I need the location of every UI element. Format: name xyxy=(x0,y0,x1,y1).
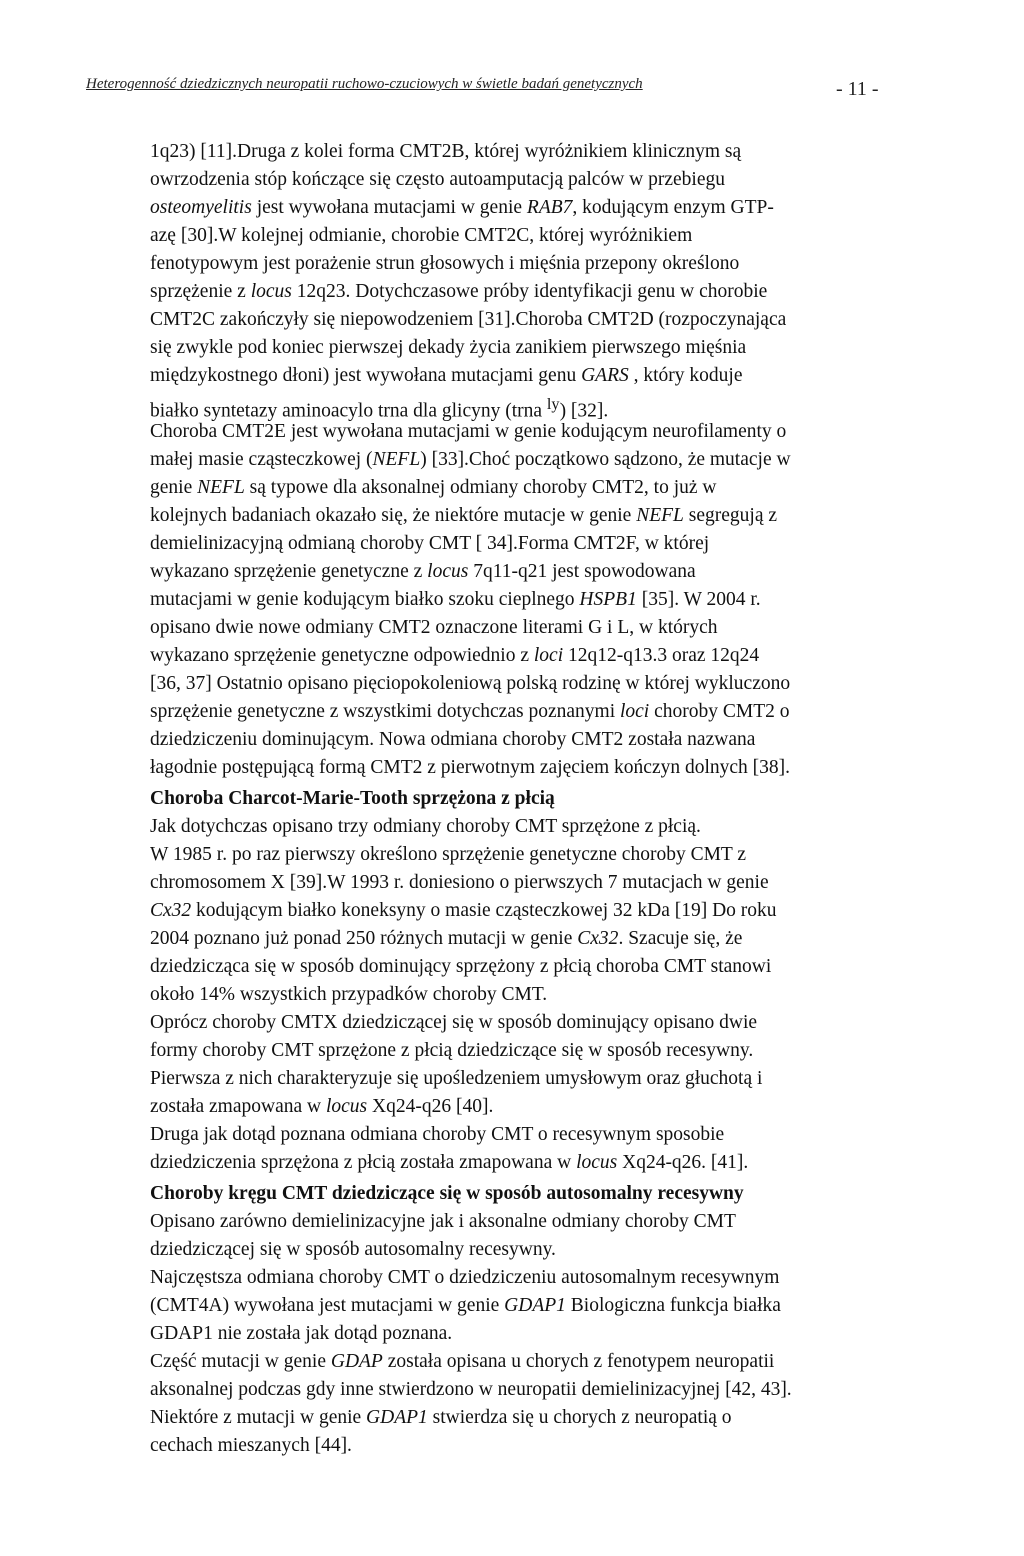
text-run: [35]. W 2004 r. xyxy=(636,589,761,610)
text-run: Xq24-q26 [40]. xyxy=(367,1096,494,1117)
text-line xyxy=(150,364,742,388)
text-run: dziedzicząca się w sposób dominujący sprzężony z płcią choroba CMT stanowi xyxy=(150,956,772,977)
section-heading xyxy=(150,1182,744,1206)
text-run: choroby CMT2 o xyxy=(649,701,790,722)
text-run: genie xyxy=(150,477,198,498)
text-run: około 14% wszystkich przypadków choroby CMT. xyxy=(150,984,548,1005)
text-line xyxy=(150,927,742,951)
italic-term: GDAP1 xyxy=(504,1295,566,1316)
text-run: sprzężenie z xyxy=(150,281,251,302)
text-line xyxy=(150,728,755,752)
text-run: mutacjami w genie kodującym białko szoku cieplnego xyxy=(150,589,580,610)
italic-term: locus xyxy=(250,281,292,302)
text-line xyxy=(150,140,741,164)
italic-term: GDAP xyxy=(330,1351,383,1372)
text-run: 12q12-q13.3 oraz 12q24 xyxy=(563,645,760,666)
text-run: Choroba CMT2E jest wywołana mutacjami w genie kodującym neurofilamenty o xyxy=(150,421,787,442)
text-run: międzykostnego dłoni) jest wywołana mutacjami genu xyxy=(150,365,582,386)
text-run: dziedziczącej się w sposób autosomalny recesywny. xyxy=(150,1239,556,1260)
text-run: wykazano sprzężenie genetyczne odpowiednio z xyxy=(150,645,534,666)
text-run: dziedziczeniu dominującym. Nowa odmiana choroby CMT2 została nazwana xyxy=(150,729,756,750)
text-run: Druga jak dotąd poznana odmiana choroby CMT o recesywnym sposobie xyxy=(150,1124,725,1145)
text-line xyxy=(150,1123,724,1147)
text-run: 2004 poznano już ponad 250 różnych mutacji w genie xyxy=(150,928,578,949)
text-line xyxy=(150,1067,762,1091)
text-line xyxy=(150,756,790,780)
text-run: W 1985 r. po raz pierwszy określono sprzężenie genetyczne choroby CMT z xyxy=(150,844,746,865)
text-run: cechach mieszanych [44]. xyxy=(150,1435,352,1456)
text-line xyxy=(150,252,739,276)
text-line xyxy=(150,1151,748,1175)
text-run: formy choroby CMT sprzężone z płcią dziedziczące się w sposób recesywny. xyxy=(150,1040,754,1061)
text-line xyxy=(150,168,725,192)
text-line xyxy=(150,1238,556,1262)
superscript: ly xyxy=(546,395,560,413)
text-run: sprzężenie genetyczne z wszystkimi dotychczas poznanymi xyxy=(150,701,620,722)
text-run: opisano dwie nowe odmiany CMT2 oznaczone literami G i L, w których xyxy=(150,617,718,638)
text-line xyxy=(150,955,771,979)
text-run: dziedziczenia sprzężona z płcią została zmapowana w xyxy=(150,1152,577,1173)
text-run: Oprócz choroby CMTX dziedziczącej się w sposób dominujący opisano dwie xyxy=(150,1012,758,1033)
text-run: się zwykle pod koniec pierwszej dekady życia zanikiem pierwszego mięśnia xyxy=(150,337,747,358)
italic-term: RAB7 xyxy=(526,197,573,218)
text-line xyxy=(150,700,790,724)
italic-term: GDAP1 xyxy=(366,1407,428,1428)
text-run: 12q23. Dotychczasowe próby identyfikacji genu w chorobie xyxy=(291,281,768,302)
text-run: 1q23) [11].Druga z kolei forma CMT2B, której wyróżnikiem klinicznym są xyxy=(150,141,742,162)
text-run: Choroby kręgu CMT dziedziczące się w sposób autosomalny recesywny xyxy=(150,1183,744,1204)
text-run: Jak dotychczas opisano trzy odmiany choroby CMT sprzężone z płcią. xyxy=(150,816,701,837)
running-title: Heterogenność dziedzicznych neuropatii ruchowo-czuciowych w świetle badań genetycznych xyxy=(86,76,643,92)
text-line xyxy=(150,588,761,612)
text-run: , który koduje xyxy=(628,365,743,386)
text-line xyxy=(150,448,791,472)
text-line xyxy=(150,476,717,500)
text-run: aksonalnej podczas gdy inne stwierdzono w neuropatii demielinizacyjnej [42, 43]. xyxy=(150,1379,792,1400)
text-line xyxy=(150,1266,779,1290)
text-run: Choroba Charcot-Marie-Tooth sprzężona z płcią xyxy=(150,788,555,809)
text-run: owrzodzenia stóp kończące się często autoamputacją palców w przebiegu xyxy=(150,169,725,190)
text-line xyxy=(150,815,701,839)
italic-term: NEFL xyxy=(197,477,245,498)
text-line xyxy=(150,336,746,360)
text-line xyxy=(150,1294,781,1318)
text-run: azę [30].W kolejnej odmianie, chorobie CMT2C, której wyróżnikiem xyxy=(150,225,693,246)
italic-term: Cx32 xyxy=(150,900,192,921)
text-run: CMT2C zakończyły się niepowodzeniem [31].Choroba CMT2D (rozpoczynająca xyxy=(150,309,787,330)
text-line xyxy=(150,308,786,332)
section-heading xyxy=(150,787,555,811)
text-line xyxy=(150,644,759,668)
text-run: . Szacuje się, że xyxy=(618,928,743,949)
text-run: białko syntetazy aminoacylo trna dla glicyny (trna xyxy=(150,400,547,422)
text-run: Najczęstsza odmiana choroby CMT o dziedziczeniu autosomalnym recesywnym xyxy=(150,1267,780,1288)
text-line xyxy=(150,504,777,528)
text-run: [36, 37] Ostatnio opisano pięciopokoleniową polską rodzinę w której wykluczono xyxy=(150,673,791,694)
text-run: została opisana u chorych z fenotypem neuropatii xyxy=(382,1351,775,1372)
text-line xyxy=(150,983,547,1007)
text-line xyxy=(150,1350,774,1374)
text-line xyxy=(150,420,786,444)
text-run: Niektóre z mutacji w genie xyxy=(150,1407,367,1428)
text-line xyxy=(150,899,777,923)
text-run: Pierwsza z nich charakteryzuje się upośledzeniem umysłowym oraz głuchotą i xyxy=(150,1068,763,1089)
text-line xyxy=(150,196,774,220)
text-run: 7q11-q21 jest spowodowana xyxy=(468,561,696,582)
text-run: wykazano sprzężenie genetyczne z xyxy=(150,561,428,582)
italic-term: Cx32 xyxy=(577,928,619,949)
text-line xyxy=(150,1039,753,1063)
text-line xyxy=(150,1210,736,1234)
italic-term: GARS xyxy=(581,365,629,386)
italic-term: locus xyxy=(427,561,469,582)
text-line xyxy=(150,280,767,304)
text-line xyxy=(150,1095,493,1119)
text-line xyxy=(150,532,709,556)
text-run: została zmapowana w xyxy=(150,1096,326,1117)
text-run: są typowe dla aksonalnej odmiany choroby CMT2, to już w xyxy=(244,477,717,498)
text-line xyxy=(150,392,608,424)
italic-term: HSPB1 xyxy=(579,589,637,610)
text-line xyxy=(150,1011,757,1035)
italic-term: loci xyxy=(619,701,650,722)
italic-term: NEFL xyxy=(636,505,684,526)
text-line xyxy=(150,672,790,696)
text-line xyxy=(150,616,718,640)
text-run: stwierdza się u chorych z neuropatią o xyxy=(427,1407,732,1428)
text-run: małej masie cząsteczkowej ( xyxy=(150,449,373,470)
text-line xyxy=(150,560,696,584)
italic-term: locus xyxy=(325,1096,368,1117)
text-line xyxy=(150,843,746,867)
text-line xyxy=(150,871,769,895)
italic-term: locus xyxy=(576,1152,618,1173)
text-run: segregują z xyxy=(683,505,778,526)
text-line xyxy=(150,224,692,248)
text-run: ) [32]. xyxy=(559,400,609,422)
text-run: chromosomem X [39].W 1993 r. doniesiono o pierwszych 7 mutacjach w genie xyxy=(150,872,769,893)
text-run: (CMT4A) wywołana jest mutacjami w genie xyxy=(150,1295,505,1316)
text-line xyxy=(150,1378,792,1402)
text-run: ) [33].Choć początkowo sądzono, że mutacje w xyxy=(420,449,791,470)
text-run: Biologiczna funkcja białka xyxy=(565,1295,781,1316)
text-line xyxy=(150,1406,732,1430)
text-run: łagodnie postępującą formą CMT2 z pierwotnym zajęciem kończyn dolnych [38]. xyxy=(150,757,791,778)
text-run: kolejnych badaniach okazało się, że niektóre mutacje w genie xyxy=(150,505,637,526)
text-line xyxy=(150,1434,352,1458)
italic-term: osteomyelitis xyxy=(150,197,252,218)
text-run: fenotypowym jest porażenie strun głosowych i mięśnia przepony określono xyxy=(150,253,740,274)
text-line xyxy=(150,1322,452,1346)
page-number: - 11 - xyxy=(836,78,879,100)
italic-term: NEFL xyxy=(372,449,421,470)
text-run: GDAP1 nie została jak dotąd poznana. xyxy=(150,1323,453,1344)
text-run: Xq24-q26. [41]. xyxy=(617,1152,749,1173)
italic-term: loci xyxy=(533,645,564,666)
text-run: jest wywołana mutacjami w genie xyxy=(251,197,527,218)
text-run: Część mutacji w genie xyxy=(150,1351,331,1372)
text-run: , kodującym enzym GTP- xyxy=(572,197,774,218)
text-run: kodującym białko koneksyny o masie cząsteczkowej 32 kDa [19] Do roku xyxy=(191,900,777,921)
text-run: demielinizacyjną odmianą choroby CMT [ 34].Forma CMT2F, w której xyxy=(150,533,710,554)
text-run: Opisano zarówno demielinizacyjne jak i aksonalne odmiany choroby CMT xyxy=(150,1211,736,1232)
